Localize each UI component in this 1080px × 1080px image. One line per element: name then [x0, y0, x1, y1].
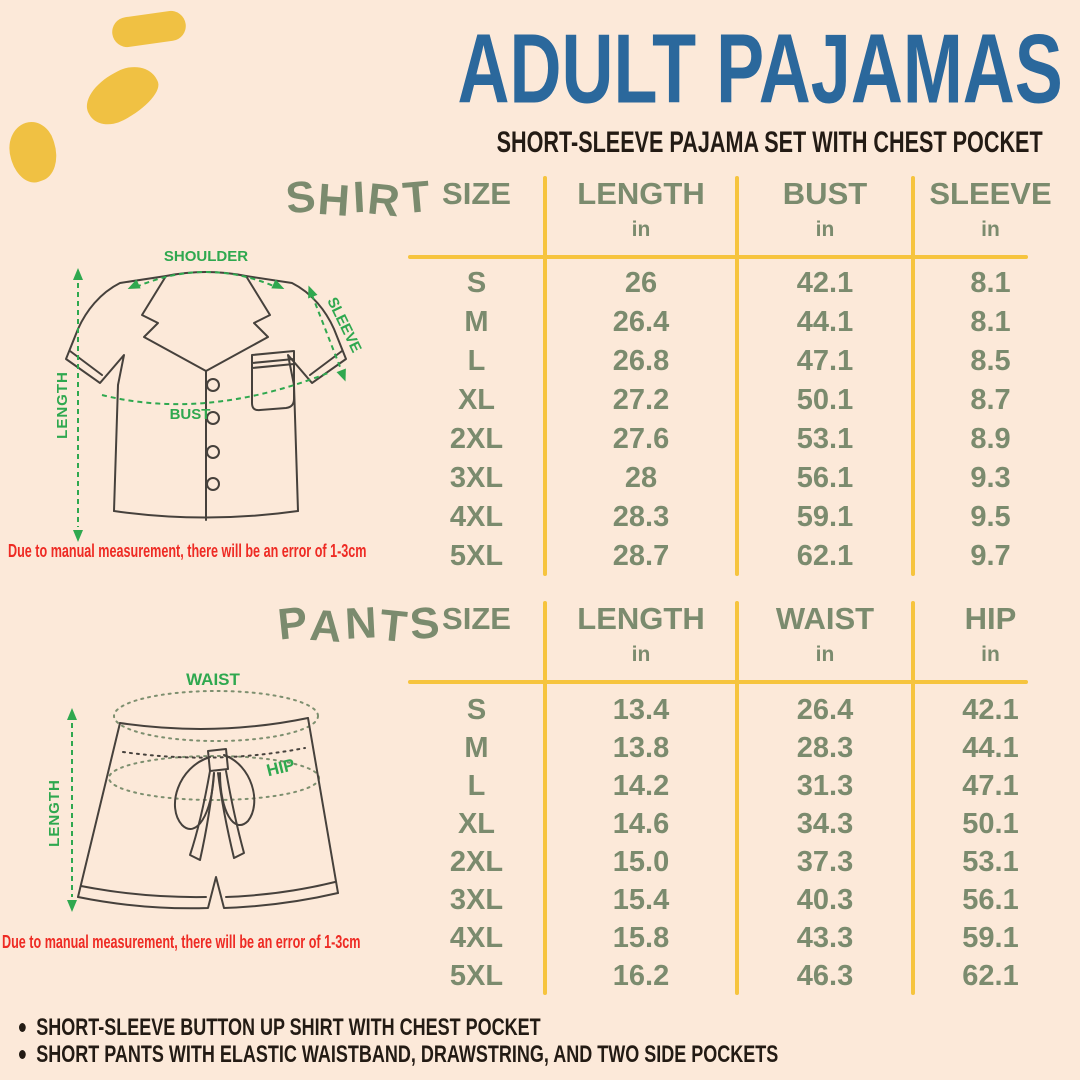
pants-measurement-diagram: [20, 665, 380, 935]
table-row: [408, 303, 1068, 342]
table-header-divider: [408, 680, 1028, 684]
column-unit: in: [815, 643, 835, 666]
column-unit: in: [631, 218, 651, 241]
column-label: WAIST: [775, 601, 875, 636]
feature-text: SHORT-SLEEVE BUTTON UP SHIRT WITH CHEST POCKET: [36, 1014, 541, 1041]
button: [207, 379, 219, 391]
value-cell: 28.7: [612, 540, 670, 572]
column-header-length: [545, 176, 737, 242]
drawstring-knot: [208, 749, 228, 771]
value-cell: 15.4: [612, 884, 670, 916]
table-row: [408, 498, 1068, 537]
table-header-divider: [408, 255, 1028, 259]
value-cell: 26.4: [796, 694, 854, 726]
value-cell: 47.1: [796, 345, 854, 377]
column-label: BUST: [782, 176, 868, 211]
table-row: [408, 957, 1068, 995]
bow-left-tail: [190, 771, 214, 860]
pants-table-body: [408, 691, 1068, 995]
column-header-waist: [737, 601, 913, 667]
value-cell: 53.1: [796, 423, 854, 455]
column-header-length: [545, 601, 737, 667]
table-row: [408, 843, 1068, 881]
value-cell: 26.4: [612, 306, 670, 338]
value-cell: 50.1: [796, 384, 854, 416]
feature-text: SHORT PANTS WITH ELASTIC WAISTBAND, DRAWSTRING, AND TWO SIDE POCKETS: [36, 1041, 779, 1068]
value-cell: 27.6: [612, 423, 670, 455]
column-header-size: [408, 601, 545, 667]
page-title: ADULT PAJAMAS: [457, 15, 1063, 125]
column-label: HIP: [964, 601, 1017, 636]
table-row: [408, 342, 1068, 381]
column-label: SLEEVE: [929, 176, 1052, 211]
shirt-table-body: [408, 264, 1068, 576]
arrowhead-icon: [337, 369, 351, 384]
value-cell: 28: [624, 462, 658, 494]
value-cell: 56.1: [796, 462, 854, 494]
table-row: [408, 881, 1068, 919]
value-cell: 8.7: [970, 384, 1011, 416]
column-label: LENGTH: [577, 601, 705, 636]
column-header-bust: [737, 176, 913, 242]
shirt-section-label: SHIRT: [283, 171, 435, 227]
pants-section-label: PANTS: [275, 597, 445, 653]
value-cell: 28.3: [796, 732, 854, 764]
table-row: [408, 264, 1068, 303]
waist-label: WAIST: [186, 670, 240, 689]
table-row: [408, 381, 1068, 420]
feature-bullet: [16, 1041, 778, 1068]
table-row: [408, 691, 1068, 729]
right-lapel: [206, 276, 270, 371]
size-cell: 5XL: [449, 960, 504, 992]
chest-pocket: [252, 351, 294, 410]
size-cell: 4XL: [449, 501, 504, 533]
shirt-size-table: [408, 172, 1068, 580]
table-row: [408, 459, 1068, 498]
shirt-measurement-diagram: [40, 243, 400, 543]
feature-bullet: [16, 1014, 778, 1041]
decorative-blob: [2, 116, 64, 187]
column-unit: in: [981, 643, 1000, 666]
value-cell: 16.2: [612, 960, 670, 992]
button: [207, 446, 219, 458]
value-cell: 44.1: [962, 732, 1019, 764]
product-features: [16, 1014, 1032, 1068]
column-label: SIZE: [442, 176, 511, 211]
value-cell: 15.0: [612, 846, 670, 878]
value-cell: 53.1: [962, 846, 1019, 878]
value-cell: 9.3: [970, 462, 1011, 494]
value-cell: 43.3: [796, 922, 854, 954]
size-cell: L: [467, 345, 486, 377]
column-header-size: [408, 176, 545, 242]
size-cell: S: [466, 267, 487, 299]
size-cell: 3XL: [449, 462, 504, 494]
shorts-waist-edge: [120, 718, 308, 729]
value-cell: 9.5: [970, 501, 1011, 533]
shirt-outline: [66, 276, 166, 511]
column-label: SIZE: [442, 601, 511, 636]
value-cell: 14.6: [612, 808, 670, 840]
value-cell: 34.3: [796, 808, 854, 840]
value-cell: 8.5: [970, 345, 1011, 377]
table-row: [408, 767, 1068, 805]
shorts-cuff-lines: [81, 882, 335, 897]
table-row: [408, 537, 1068, 576]
value-cell: 13.8: [612, 732, 670, 764]
value-cell: 9.7: [970, 540, 1011, 572]
size-cell: M: [464, 306, 489, 338]
shoulder-label: SHOULDER: [163, 248, 249, 265]
arrowhead-icon: [67, 708, 77, 720]
size-cell: 3XL: [449, 884, 504, 916]
size-cell: 2XL: [449, 423, 504, 455]
value-cell: 62.1: [962, 960, 1019, 992]
waist-measure-ellipse: [114, 691, 318, 741]
value-cell: 42.1: [962, 694, 1019, 726]
arrowhead-icon: [73, 268, 83, 280]
value-cell: 37.3: [796, 846, 854, 878]
value-cell: 50.1: [962, 808, 1019, 840]
value-cell: 56.1: [962, 884, 1019, 916]
value-cell: 15.8: [612, 922, 670, 954]
column-unit: in: [981, 218, 1000, 241]
button: [207, 478, 219, 490]
size-cell: 2XL: [449, 846, 504, 878]
value-cell: 46.3: [796, 960, 854, 992]
table-row: [408, 729, 1068, 767]
table-row: [408, 420, 1068, 459]
value-cell: 62.1: [796, 540, 854, 572]
sleeve-label: SLEEVE: [323, 294, 365, 356]
value-cell: 47.1: [962, 770, 1019, 802]
value-cell: 8.1: [970, 306, 1011, 338]
value-cell: 14.2: [612, 770, 670, 802]
value-cell: 31.3: [796, 770, 854, 802]
length-label: LENGTH: [54, 371, 71, 439]
left-lapel: [142, 276, 206, 371]
size-cell: S: [466, 694, 487, 726]
page-subtitle: SHORT-SLEEVE PAJAMA SET WITH CHEST POCKET: [496, 126, 1043, 159]
size-cell: XL: [457, 808, 496, 840]
value-cell: 44.1: [796, 306, 854, 338]
size-cell: M: [464, 732, 489, 764]
column-label: LENGTH: [577, 176, 705, 211]
column-header-hip: [913, 601, 1068, 667]
value-cell: 59.1: [962, 922, 1019, 954]
size-cell: 5XL: [449, 540, 504, 572]
pants-size-table: [408, 597, 1068, 999]
decorative-blob: [78, 57, 167, 133]
bow-right-tail: [218, 771, 244, 858]
bust-label: BUST: [169, 406, 211, 423]
table-row: [408, 805, 1068, 843]
column-unit: in: [631, 643, 651, 666]
value-cell: 26.8: [612, 345, 670, 377]
pants-measurement-note: Due to manual measurement, there will be an error of 1-3cm: [2, 932, 361, 952]
value-cell: 26: [624, 267, 658, 299]
column-header-sleeve: [913, 176, 1068, 242]
shirt-measurement-note: Due to manual measurement, there will be an error of 1-3cm: [8, 541, 367, 561]
size-cell: 4XL: [449, 922, 504, 954]
value-cell: 27.2: [612, 384, 670, 416]
column-unit: in: [815, 218, 835, 241]
size-cell: L: [467, 770, 486, 802]
hip-label: HIP: [264, 755, 297, 781]
value-cell: 28.3: [612, 501, 670, 533]
arrowhead-icon: [67, 900, 77, 912]
length-label: LENGTH: [46, 779, 63, 847]
decorative-blob: [110, 9, 187, 49]
table-row: [408, 919, 1068, 957]
size-cell: XL: [457, 384, 496, 416]
value-cell: 8.1: [970, 267, 1011, 299]
value-cell: 42.1: [796, 267, 854, 299]
shoulder-measure-line: [136, 272, 276, 287]
bullet-icon: [19, 1023, 26, 1032]
value-cell: 40.3: [796, 884, 854, 916]
value-cell: 59.1: [796, 501, 854, 533]
value-cell: 13.4: [612, 694, 670, 726]
value-cell: 8.9: [970, 423, 1011, 455]
bullet-icon: [19, 1050, 26, 1059]
